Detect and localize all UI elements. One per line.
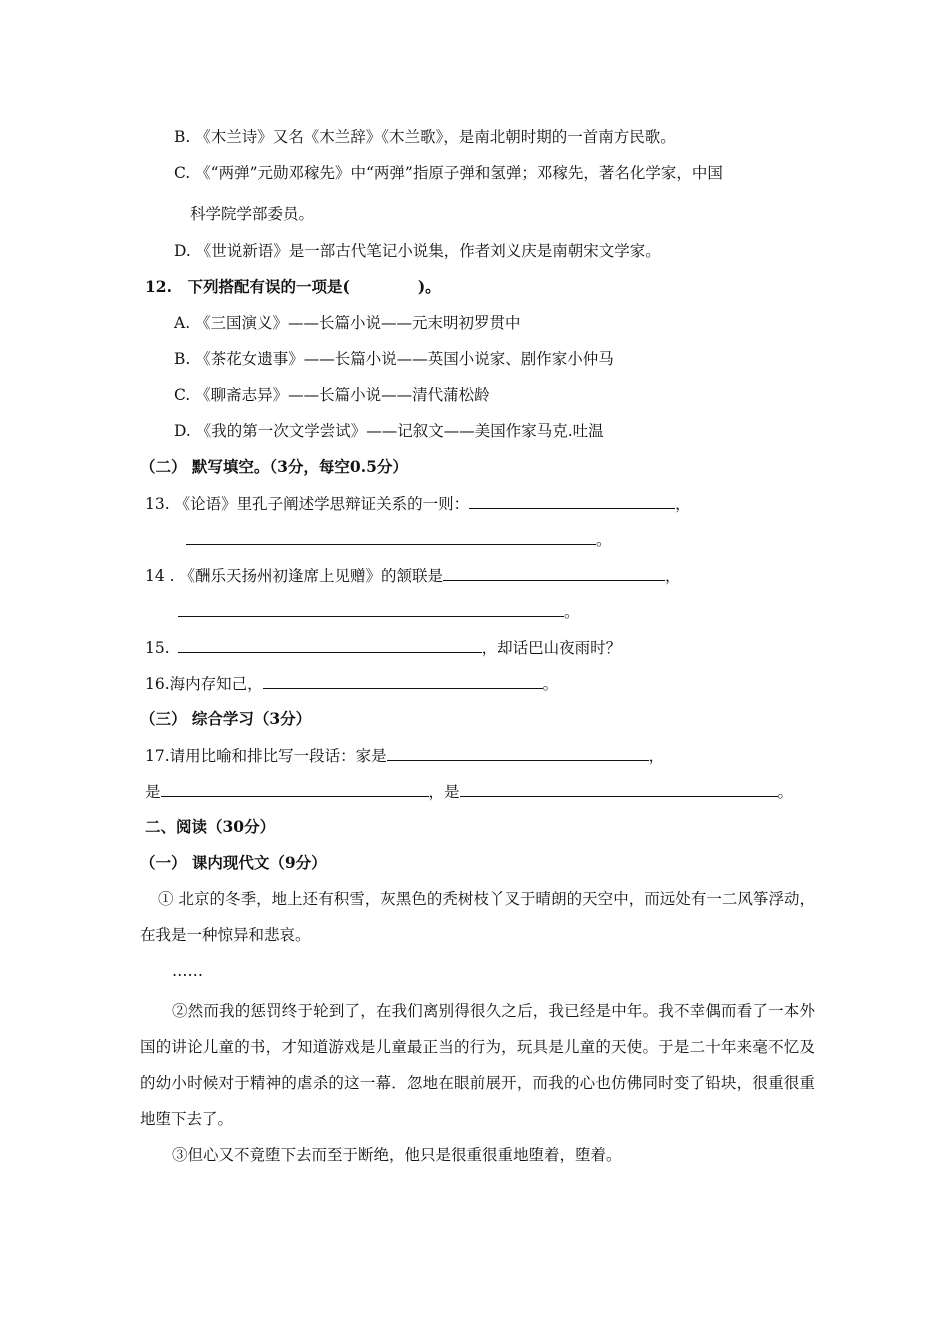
answer-blank[interactable] [387, 744, 649, 761]
q11-option-d: D. 《世说新语》是一部古代笔记小说集，作者刘义庆是南朝宋文学家。 [174, 242, 661, 260]
comma: ， [648, 747, 665, 765]
q12-stem [145, 276, 441, 298]
q17-line1 [145, 744, 664, 767]
q16-text: 16.海内存知己， [145, 675, 263, 693]
q12-option-c: C. 《聊斋志异》——长篇小说——清代蒲松龄 [174, 386, 490, 404]
q12-option-b: B. 《茶花女遗事》——长篇小说——英国小说家、剧作家小仲马 [174, 350, 614, 368]
period: 。 [596, 531, 612, 549]
answer-blank[interactable] [263, 672, 543, 689]
is-label: 是 [145, 783, 161, 801]
q13-text: 13. 《论语》里孔子阐述学思辩证关系的一则： [145, 495, 470, 513]
q11-option-c-line2: 科学院学部委员。 [190, 205, 315, 223]
q15-num: 15. [145, 639, 170, 657]
q12-option-a: A. 《三国演义》——长篇小说——元末明初罗贯中 [174, 314, 521, 332]
q17-text: 17.请用比喻和排比写一段话：家是 [145, 747, 387, 765]
answer-blank[interactable] [178, 636, 482, 653]
answer-blank[interactable] [186, 528, 596, 545]
is-mid: ，是 [428, 783, 460, 801]
section-comprehensive-heading: （三） 综合学习（3分） [140, 709, 312, 728]
q14-line1 [145, 564, 681, 587]
comma: ， [665, 567, 681, 585]
reading-paragraph-3: ③但心又不竟堕下去而至于断绝，他只是很重很重地堕着，堕着。 [172, 1146, 622, 1164]
comma: ， [675, 495, 691, 513]
q17-line2 [145, 780, 793, 803]
reading-sub-heading: （一） 课内现代文（9分） [140, 853, 327, 872]
section-fill-heading: （二） 默写填空。（3分，每空0.5分） [140, 457, 408, 476]
answer-blank[interactable] [469, 492, 675, 509]
q11-option-b: B. 《木兰诗》又名《木兰辞》《木兰歌》，是南北朝时期的一首南方民歌。 [174, 128, 676, 146]
answer-blank[interactable] [161, 780, 429, 797]
reading-heading: 二、阅读（30分） [145, 817, 276, 836]
answer-blank[interactable] [460, 780, 778, 797]
period: 。 [542, 675, 559, 693]
q13-line1 [145, 492, 691, 515]
reading-ellipsis: …… [172, 962, 203, 980]
answer-blank[interactable] [178, 600, 564, 617]
q12-stem-start: 12. 下列搭配有误的一项是( [145, 277, 350, 296]
period: 。 [564, 603, 580, 621]
q15-tail: ，却话巴山夜雨时？ [481, 639, 622, 657]
q14-line2 [178, 600, 580, 623]
q13-line2 [186, 528, 612, 551]
q15-line [145, 636, 621, 659]
q16-line [145, 672, 558, 695]
answer-blank[interactable] [443, 564, 665, 581]
reading-paragraph-1: ① 北京的冬季，地上还有积雪，灰黑色的秃树枝丫叉于晴朗的天空中，而远处有一二风筝浮动，在我是一种惊异和悲哀。 [140, 890, 815, 944]
reading-paragraph-2: ②然而我的惩罚终于轮到了，在我们离别得很久之后，我已经是中年。我不幸偶而看了一本外国的讲论儿童的书，才知道游戏是儿童最正当的行为，玩具是儿童的天使。于是二十年来毫不忆及的幼小时候对于精神的虐杀的这一幕．忽地在眼前展开，而我的心也仿佛同时变了铅块，很重很重地堕下去了。 [140, 1002, 815, 1128]
q14-text: 14 . 《酬乐天扬州初逢席上见赠》的颔联是 [145, 567, 444, 585]
q11-option-c-line1: C. 《“两弹”元勋邓稼先》中“两弹”指原子弹和氢弹；邓稼先，著名化学家，中国 [174, 164, 723, 182]
q12-stem-end: )。 [417, 277, 441, 296]
q12-option-d: D. 《我的第一次文学尝试》——记叙文——美国作家马克.吐温 [174, 422, 604, 440]
period: 。 [777, 783, 794, 801]
